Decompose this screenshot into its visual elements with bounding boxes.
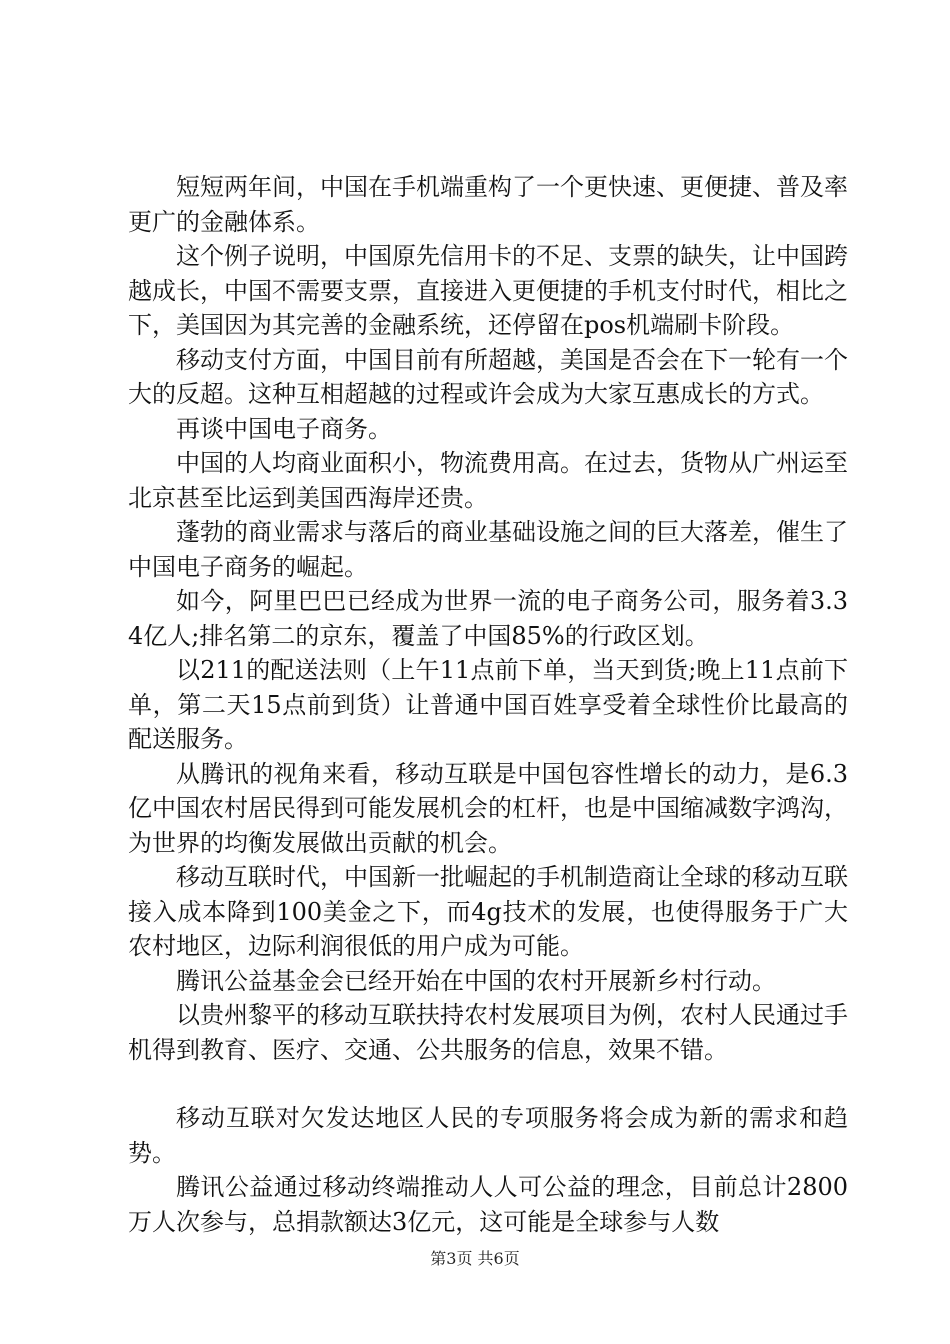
- paragraph: 腾讯公益通过移动终端推动人人可公益的理念，目前总计2800万人次参与，总捐款额达3亿元，这可能是全球参与人数: [128, 1173, 848, 1236]
- paragraph: 从腾讯的视角来看，移动互联是中国包容性增长的动力，是6.3亿中国农村居民得到可能发展机会的杠杆，也是中国缩减数字鸿沟，为世界的均衡发展做出贡献的机会。: [128, 759, 848, 857]
- paragraph: 中国的人均商业面积小，物流费用高。在过去，货物从广州运至北京甚至比运到美国西海岸还贵。: [128, 449, 848, 512]
- paragraph: 再谈中国电子商务。: [176, 414, 392, 443]
- paragraph: 蓬勃的商业需求与落后的商业基础设施之间的巨大落差，催生了中国电子商务的崛起。: [128, 518, 848, 581]
- document-body: [128, 170, 848, 1239]
- paragraph: 这个例子说明，中国原先信用卡的不足、支票的缺失，让中国跨越成长，中国不需要支票，直接进入更便捷的手机支付时代，相比之下，美国因为其完善的金融系统，还停留在pos机端刷卡阶段。: [128, 242, 848, 339]
- paragraph: 移动互联对欠发达地区人民的专项服务将会成为新的需求和趋势。: [128, 1104, 848, 1167]
- paragraph: 如今，阿里巴巴已经成为世界一流的电子商务公司，服务着3.34亿人;排名第二的京东，覆盖了中国85%的行政区划。: [128, 587, 848, 650]
- paragraph: 腾讯公益基金会已经开始在中国的农村开展新乡村行动。: [176, 966, 776, 995]
- paragraph: 移动支付方面，中国目前有所超越，美国是否会在下一轮有一个大的反超。这种互相超越的过程或许会成为大家互惠成长的方式。: [128, 345, 848, 408]
- paragraph: 短短两年间，中国在手机端重构了一个更快速、更便捷、普及率更广的金融体系。: [128, 173, 848, 236]
- paragraph: 移动互联时代，中国新一批崛起的手机制造商让全球的移动互联接入成本降到100美金之下，而4g技术的发展，也使得服务于广大农村地区，边际利润很低的用户成为可能。: [128, 863, 848, 960]
- page-number-footer: 第3页 共6页: [430, 1249, 520, 1268]
- paragraph: 以211的配送法则（上午11点前下单，当天到货;晚上11点前下单，第二天15点前到货）让普通中国百姓享受着全球性价比最高的配送服务。: [128, 656, 848, 753]
- paragraph: 以贵州黎平的移动互联扶持农村发展项目为例，农村人民通过手机得到教育、医疗、交通、公共服务的信息，效果不错。: [128, 1001, 848, 1064]
